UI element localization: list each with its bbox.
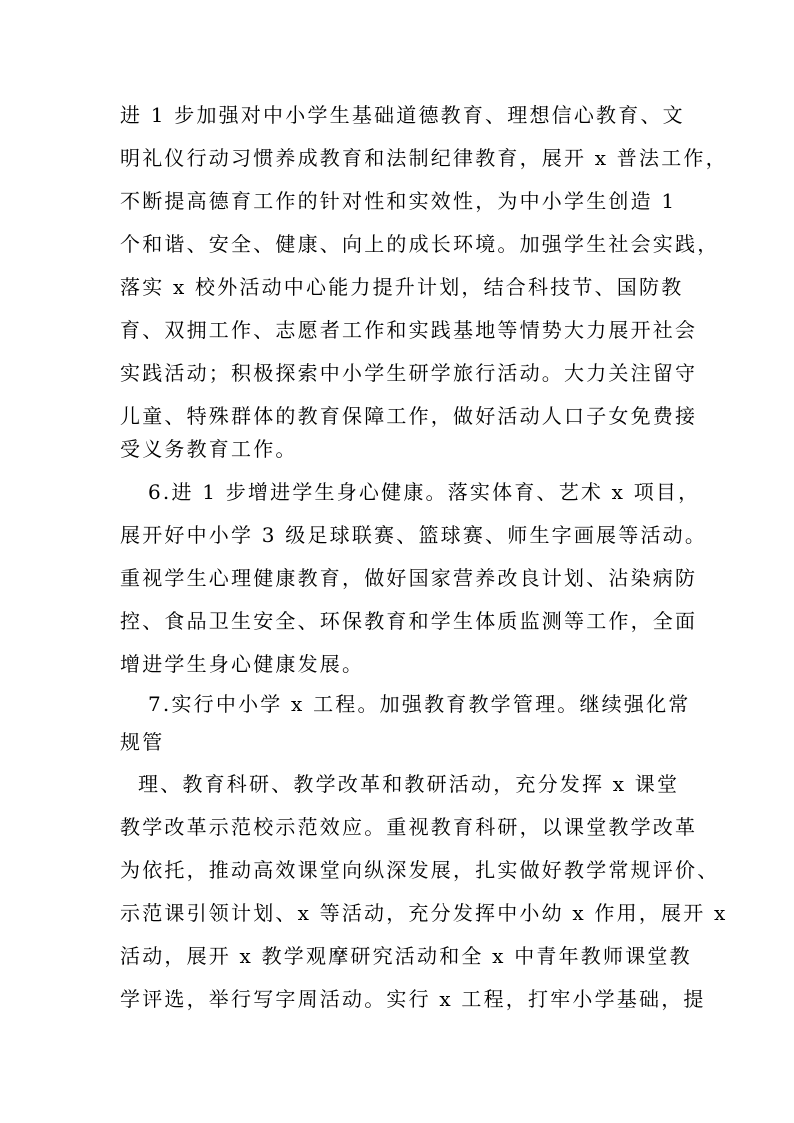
text-line: 活动，展开 x 教学观摩研究活动和全 x 中青年教师课堂教 xyxy=(120,944,692,968)
paragraph-6-first-line: 6.进 1 步增进学生身心健康。落实体育、艺术 x 项目， xyxy=(148,480,701,504)
text-line: 育、双拥工作、志愿者工作和实践基地等情势大力展开社会 xyxy=(120,318,698,342)
text-line: 为依托，推动高效课堂向纵深发展，扎实做好教学常规评价、 xyxy=(120,858,720,882)
text-line: 落实 x 校外活动中心能力提升计划，结合科技节、国防教 xyxy=(120,275,684,299)
text-line: 实践活动；积极探索中小学生研学旅行活动。大力关注留守 xyxy=(120,361,698,385)
text-line: 重视学生心理健康教育，做好国家营养改良计划、沾染病防 xyxy=(120,566,698,590)
text-line: 展开好中小学 3 级足球联赛、篮球赛、师生字画展等活动。 xyxy=(120,523,708,547)
paragraph-7-first-line: 7.实行中小学 x 工程。加强教育教学管理。继续强化常 xyxy=(148,692,691,716)
text-line: 进 1 步加强对中小学生基础道德教育、理想信心教育、文 xyxy=(120,103,685,127)
text-line: 理、教育科研、教学改革和教研活动，充分发挥 x 课堂 xyxy=(138,772,680,796)
text-line: 学评选，举行写字周活动。实行 x 工程，打牢小学基础，提 xyxy=(120,987,706,1011)
text-line: 个和谐、安全、健康、向上的成长环境。加强学生社会实践， xyxy=(120,232,720,256)
text-line: 增进学生身心健康发展。 xyxy=(120,652,365,676)
text-line: 受义务教育工作。 xyxy=(120,437,298,461)
text-line: 明礼仪行动习惯养成教育和法制纪律教育，展开 x 普法工作， xyxy=(120,146,728,170)
text-line: 规管 xyxy=(120,730,165,754)
text-line: 不断提高德育工作的针对性和实效性，为中小学生创造 1 xyxy=(120,189,677,213)
text-line: 儿童、特殊群体的教育保障工作，做好活动人口子女免费接 xyxy=(120,404,698,428)
text-line: 教学改革示范校示范效应。重视教育科研，以课堂教学改革 xyxy=(120,815,698,839)
text-line: 控、食品卫生安全、环保教育和学生体质监测等工作，全面 xyxy=(120,609,698,633)
text-line: 示范课引领计划、x 等活动，充分发挥中小幼 x 作用，展开 x xyxy=(120,901,728,925)
